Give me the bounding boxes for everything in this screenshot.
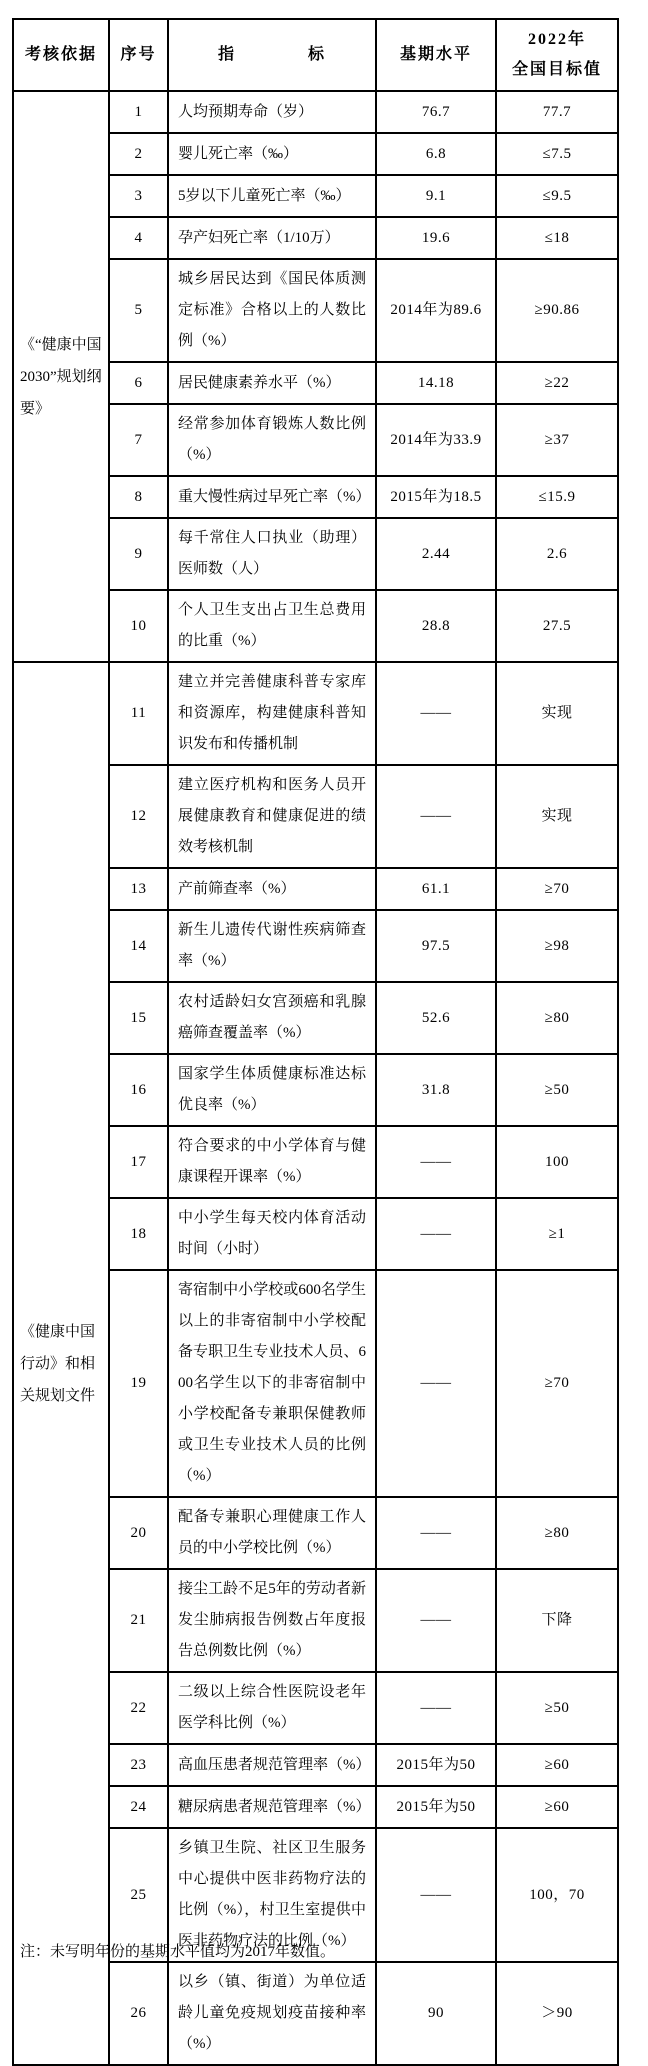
target-cell: ≥50 [496,1672,618,1744]
row-number-cell: 17 [109,1126,168,1198]
indicator-cell: 二级以上综合性医院设老年医学科比例（%） [168,1672,376,1744]
target-cell: 实现 [496,662,618,765]
row-number-cell: 13 [109,868,168,910]
indicator-cell: 婴儿死亡率（‰） [168,133,376,175]
indicator-cell: 每千常住人口执业（助理）医师数（人） [168,518,376,590]
indicator-cell: 配备专兼职心理健康工作人员的中小学校比例（%） [168,1497,376,1569]
row-number-cell: 11 [109,662,168,765]
baseline-cell: 31.8 [376,1054,496,1126]
target-cell: 100 [496,1126,618,1198]
row-number-cell: 14 [109,910,168,982]
indicator-cell: 产前筛查率（%） [168,868,376,910]
row-number-cell: 3 [109,175,168,217]
row-number-cell: 2 [109,133,168,175]
target-cell: 2.6 [496,518,618,590]
baseline-cell: —— [376,1270,496,1497]
table-row [13,662,618,765]
footnote: 注：未写明年份的基期水平值均为2017年数值。 [20,1944,336,1960]
target-cell: ≤7.5 [496,133,618,175]
row-number-cell: 10 [109,590,168,662]
row-number-cell: 15 [109,982,168,1054]
target-cell: ≥70 [496,868,618,910]
indicator-cell: 孕产妇死亡率（1/10万） [168,217,376,259]
row-number-cell: 16 [109,1054,168,1126]
indicator-cell: 5岁以下儿童死亡率（‰） [168,175,376,217]
target-cell: ≥37 [496,404,618,476]
row-number-cell: 23 [109,1744,168,1786]
indicator-cell: 新生儿遗传代谢性疾病筛查率（%） [168,910,376,982]
baseline-cell: 28.8 [376,590,496,662]
baseline-cell: —— [376,1672,496,1744]
row-number-cell: 7 [109,404,168,476]
baseline-cell: 2.44 [376,518,496,590]
target-cell: ≥70 [496,1270,618,1497]
baseline-cell: 2014年为33.9 [376,404,496,476]
row-number-cell: 5 [109,259,168,362]
assessment-basis-cell: 《“健康中国2030”规划纲要》 [13,91,109,662]
baseline-cell: —— [376,765,496,868]
baseline-cell: 9.1 [376,175,496,217]
baseline-cell: 76.7 [376,91,496,133]
baseline-cell: 2015年为50 [376,1786,496,1828]
row-number-cell: 20 [109,1497,168,1569]
baseline-cell: —— [376,1497,496,1569]
row-number-cell: 4 [109,217,168,259]
baseline-cell: —— [376,662,496,765]
indicator-cell: 国家学生体质健康标准达标优良率（%） [168,1054,376,1126]
row-number-cell: 22 [109,1672,168,1744]
target-cell: ≤15.9 [496,476,618,518]
indicator-cell: 居民健康素养水平（%） [168,362,376,404]
row-number-cell: 1 [109,91,168,133]
indicator-cell: 经常参加体育锻炼人数比例（%） [168,404,376,476]
target-cell: ≥80 [496,1497,618,1569]
indicator-cell: 中小学生每天校内体育活动时间（小时） [168,1198,376,1270]
indicator-cell: 以乡（镇、街道）为单位适龄儿童免疫规划疫苗接种率（%） [168,1962,376,2065]
baseline-cell: 2015年为50 [376,1744,496,1786]
baseline-cell: 52.6 [376,982,496,1054]
target-cell: ≥80 [496,982,618,1054]
header-assessment-basis: 考核依据 [13,19,109,91]
baseline-cell: —— [376,1828,496,1962]
table-row [13,91,618,133]
baseline-cell: 2015年为18.5 [376,476,496,518]
baseline-cell: 14.18 [376,362,496,404]
target-cell: ≥98 [496,910,618,982]
indicator-cell: 符合要求的中小学体育与健康课程开课率（%） [168,1126,376,1198]
baseline-cell: —— [376,1569,496,1672]
header-row-number: 序号 [109,19,168,91]
row-number-cell: 26 [109,1962,168,2065]
indicator-cell: 建立并完善健康科普专家库和资源库，构建健康科普知识发布和传播机制 [168,662,376,765]
indicator-cell: 个人卫生支出占卫生总费用的比重（%） [168,590,376,662]
assessment-basis-cell: 《健康中国行动》和相关规划文件 [13,662,109,2065]
indicator-cell: 人均预期寿命（岁） [168,91,376,133]
indicator-cell: 农村适龄妇女宫颈癌和乳腺癌筛查覆盖率（%） [168,982,376,1054]
target-cell: ≤9.5 [496,175,618,217]
header-target-line1: 2022年 [527,31,586,48]
baseline-cell: 61.1 [376,868,496,910]
target-cell: 77.7 [496,91,618,133]
row-number-cell: 25 [109,1828,168,1962]
indicator-cell: 接尘工龄不足5年的劳动者新发尘肺病报告例数占年度报告总例数比例（%） [168,1569,376,1672]
row-number-cell: 21 [109,1569,168,1672]
row-number-cell: 12 [109,765,168,868]
target-cell: ≥50 [496,1054,618,1126]
baseline-cell: 6.8 [376,133,496,175]
header-indicator: 指 标 [168,19,376,91]
indicator-cell: 城乡居民达到《国民体质测定标准》合格以上的人数比例（%） [168,259,376,362]
baseline-cell: 90 [376,1962,496,2065]
target-cell: ≥60 [496,1744,618,1786]
baseline-cell: 19.6 [376,217,496,259]
target-cell: 27.5 [496,590,618,662]
baseline-cell: 97.5 [376,910,496,982]
baseline-cell: —— [376,1126,496,1198]
indicator-cell: 建立医疗机构和医务人员开展健康教育和健康促进的绩效考核机制 [168,765,376,868]
target-cell: 下降 [496,1569,618,1672]
baseline-cell: —— [376,1198,496,1270]
header-target-line2: 全国目标值 [511,61,602,78]
target-cell: 实现 [496,765,618,868]
baseline-cell: 2014年为89.6 [376,259,496,362]
indicator-cell: 糖尿病患者规范管理率（%） [168,1786,376,1828]
indicator-cell: 寄宿制中小学校或600名学生以上的非寄宿制中小学校配备专职卫生专业技术人员、600名学生以下的非寄宿制中小学校配备专兼职保健教师或卫生专业技术人员的比例（%） [168,1270,376,1497]
target-cell: ≥90.86 [496,259,618,362]
target-cell: ≤18 [496,217,618,259]
header-baseline: 基期水平 [376,19,496,91]
row-number-cell: 9 [109,518,168,590]
target-cell: ＞90 [496,1962,618,2065]
target-cell: ≥1 [496,1198,618,1270]
row-number-cell: 24 [109,1786,168,1828]
row-number-cell: 6 [109,362,168,404]
indicator-cell: 重大慢性病过早死亡率（%） [168,476,376,518]
indicator-cell: 高血压患者规范管理率（%） [168,1744,376,1786]
target-cell: 100，70 [496,1828,618,1962]
indicator-table [12,18,619,2066]
target-cell: ≥60 [496,1786,618,1828]
row-number-cell: 18 [109,1198,168,1270]
target-cell: ≥22 [496,362,618,404]
row-number-cell: 8 [109,476,168,518]
header-row [13,19,618,91]
indicator-cell: 乡镇卫生院、社区卫生服务中心提供中医非药物疗法的比例（%），村卫生室提供中医非药物疗法的比例（%） [168,1828,376,1962]
header-target [496,19,618,91]
row-number-cell: 19 [109,1270,168,1497]
